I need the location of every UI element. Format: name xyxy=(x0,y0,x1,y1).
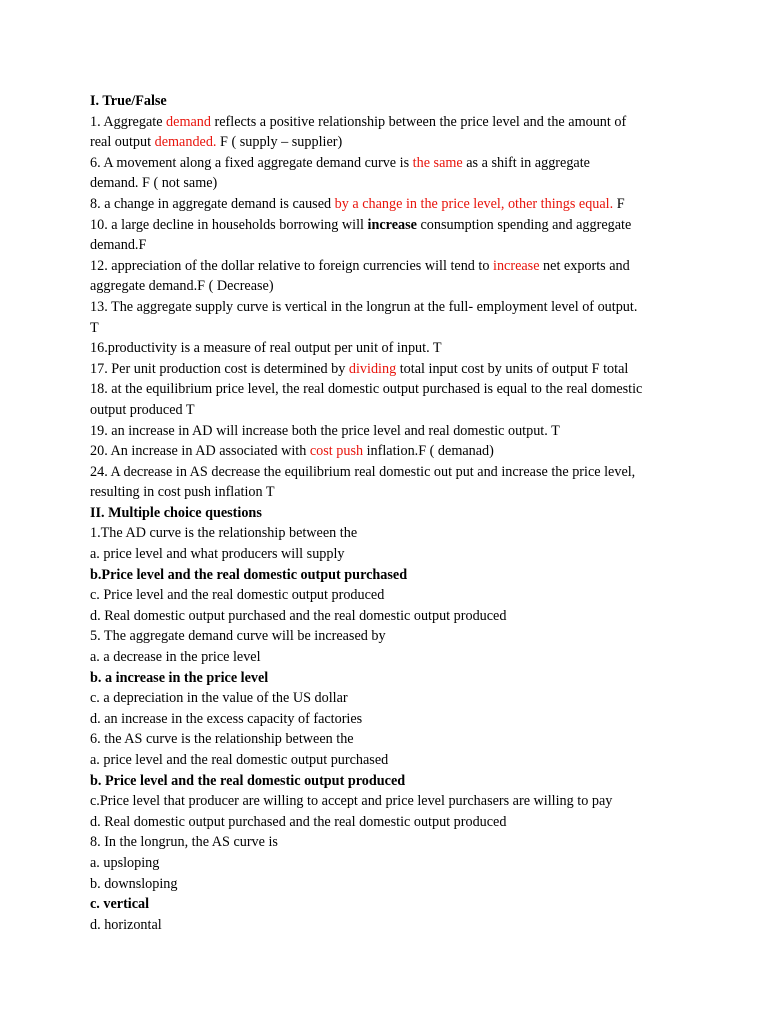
tf-question-10: 10. a large decline in households borrowing will increase consumption spending and aggregate xyxy=(90,216,632,233)
highlight-text: demanded. xyxy=(154,134,217,151)
mc-question-5-stem: 5. The aggregate demand curve will be increased by xyxy=(90,628,386,645)
mc-question-6-option-c: c.Price level that producer are willing to accept and price level purchasers are willing to pay xyxy=(90,793,613,810)
tf-question-18-cont: output produced T xyxy=(90,401,195,418)
highlight-text: increase xyxy=(493,257,540,274)
highlight-text: cost push xyxy=(309,443,364,460)
mc-question-1-option-b-answer: b.Price level and the real domestic output purchased xyxy=(90,566,408,583)
tf-question-1: 1. Aggregate demand reflects a positive relationship between the price level and the amount of xyxy=(90,113,627,130)
mc-question-6-option-b-answer: b. Price level and the real domestic output produced xyxy=(90,772,406,789)
document-page xyxy=(90,91,685,935)
mc-question-1-option-a: a. price level and what producers will supply xyxy=(90,546,345,563)
tf-question-1-cont: real output demanded. F ( supply – supplier) xyxy=(90,134,343,151)
highlight-text: demand xyxy=(166,113,211,130)
tf-question-24-cont: resulting in cost push inflation T xyxy=(90,484,275,501)
true-false-heading: I. True/False xyxy=(90,93,167,109)
tf-question-18: 18. at the equilibrium price level, the real domestic output purchased is equal to the real domestic xyxy=(90,381,643,398)
tf-question-8: 8. a change in aggregate demand is caused by a change in the price level, other things equal. F xyxy=(90,195,625,212)
tf-question-10-cont: demand.F xyxy=(90,237,147,254)
tf-question-17: 17. Per unit production cost is determined by dividing total input cost by units of output F total xyxy=(90,360,629,377)
mc-question-8-option-b: b. downsloping xyxy=(90,875,178,892)
mc-question-8-option-d: d. horizontal xyxy=(90,916,162,933)
tf-question-12-cont: aggregate demand.F ( Decrease) xyxy=(90,278,274,295)
tf-question-16: 16.productivity is a measure of real output per unit of input. T xyxy=(90,340,442,357)
highlight-text: dividing xyxy=(348,360,397,377)
mc-question-8-option-a: a. upsloping xyxy=(90,854,160,871)
tf-question-6-cont: demand. F ( not same) xyxy=(90,175,218,192)
highlight-text: the same xyxy=(412,154,463,171)
mc-question-8-stem: 8. In the longrun, the AS curve is xyxy=(90,834,278,851)
mc-question-1-option-d: d. Real domestic output purchased and the real domestic output produced xyxy=(90,607,507,624)
tf-question-19: 19. an increase in AD will increase both the price level and real domestic output. T xyxy=(90,422,560,439)
tf-question-12: 12. appreciation of the dollar relative to foreign currencies will tend to increase net exports and xyxy=(90,257,630,274)
mc-question-5-option-b-answer: b. a increase in the price level xyxy=(90,669,269,686)
multiple-choice-heading: II. Multiple choice questions xyxy=(90,504,262,521)
tf-question-20: 20. An increase in AD associated with cost push inflation.F ( demanad) xyxy=(90,443,494,460)
mc-question-5-option-a: a. a decrease in the price level xyxy=(90,649,261,666)
tf-question-13-cont: T xyxy=(90,319,99,336)
tf-question-13: 13. The aggregate supply curve is vertical in the longrun at the full- employment level of output. xyxy=(90,298,638,315)
mc-question-1-option-c: c. Price level and the real domestic output produced xyxy=(90,587,385,604)
mc-question-5-option-c: c. a depreciation in the value of the US dollar xyxy=(90,690,348,707)
mc-question-1-stem: 1.The AD curve is the relationship between the xyxy=(90,525,358,542)
highlight-text: by a change in the price level, other things equal. xyxy=(334,195,614,212)
tf-question-6: 6. A movement along a fixed aggregate demand curve is the same as a shift in aggregate xyxy=(90,154,590,171)
mc-question-5-option-d: d. an increase in the excess capacity of factories xyxy=(90,710,363,727)
mc-question-6-option-a: a. price level and the real domestic output purchased xyxy=(90,752,389,768)
tf-question-24: 24. A decrease in AS decrease the equilibrium real domestic out put and increase the price level, xyxy=(90,463,636,480)
mc-question-6-stem: 6. the AS curve is the relationship between the xyxy=(90,731,354,748)
mc-question-8-option-c-answer: c. vertical xyxy=(90,896,150,913)
mc-question-6-option-d: d. Real domestic output purchased and the real domestic output produced xyxy=(90,813,507,830)
